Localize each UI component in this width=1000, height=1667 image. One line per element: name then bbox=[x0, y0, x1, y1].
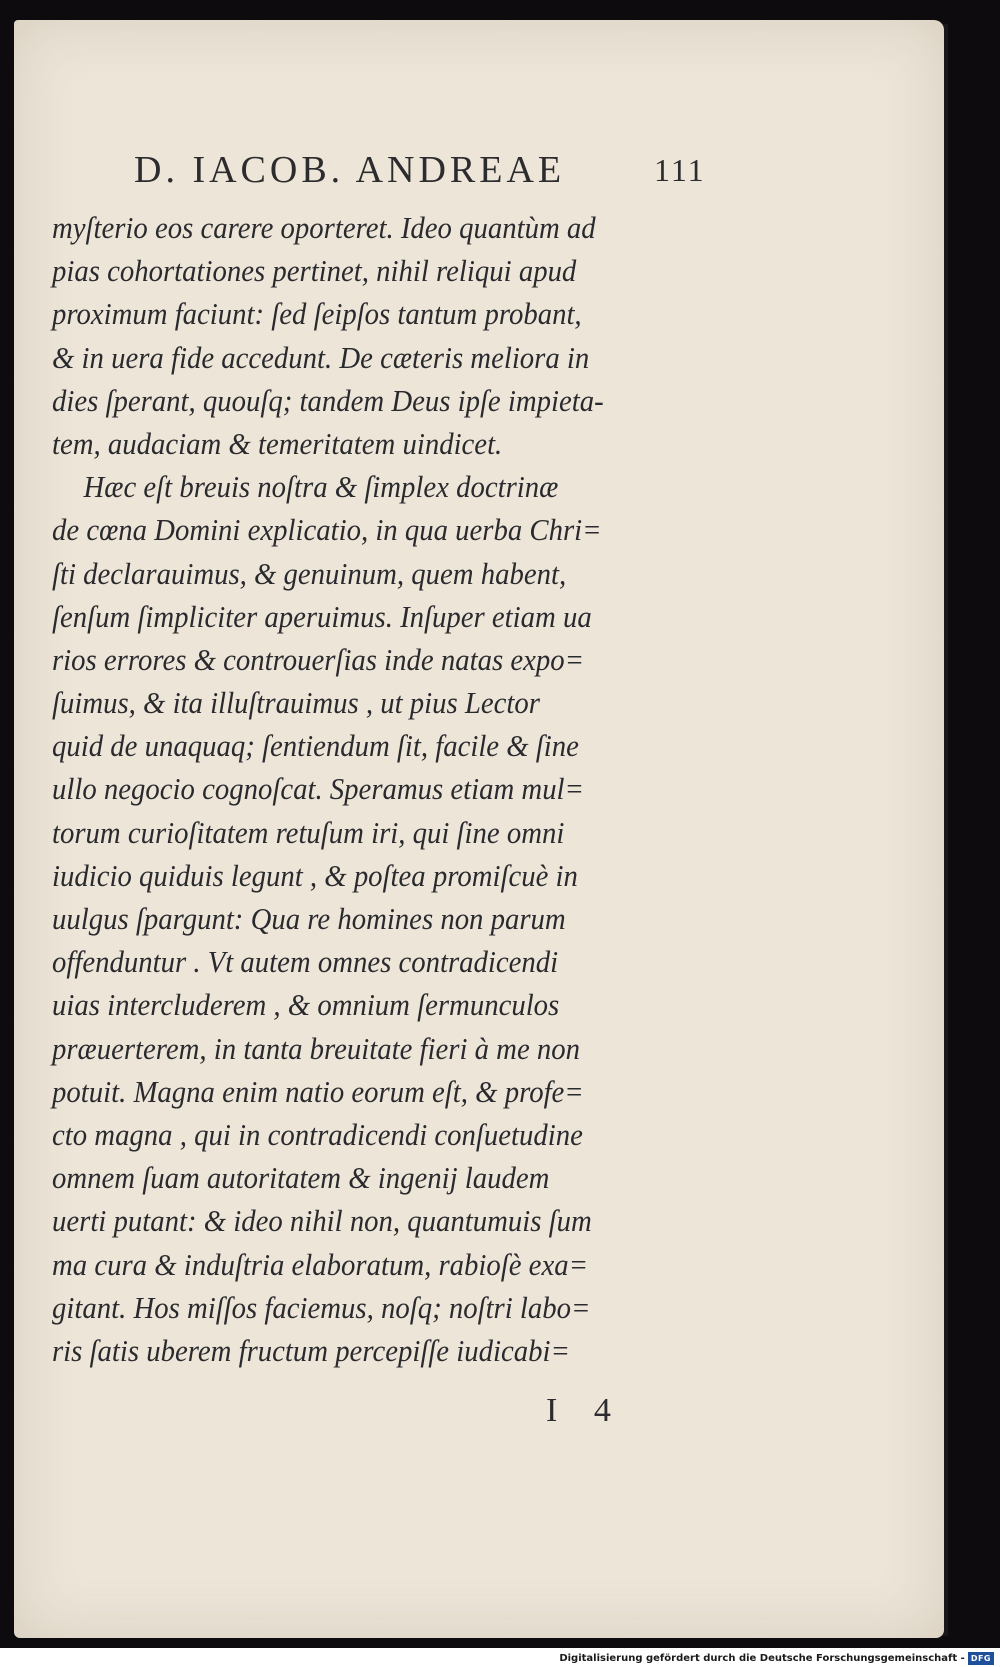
text-line: uerti putant: & ideo nihil non, quantumuis ſum bbox=[52, 1203, 592, 1239]
text-line: Hæc eſt breuis noſtra & ſimplex doctrinæ bbox=[83, 469, 559, 505]
text-body bbox=[52, 206, 712, 1372]
text-line: ſti declarauimus, & genuinum, quem habent, bbox=[52, 555, 567, 591]
text-line: proximum faciunt: ſed ſeipſos tantum probant, bbox=[52, 296, 582, 332]
text-line: omnem ſuam autoritatem & ingenij laudem bbox=[52, 1160, 550, 1196]
page-number: 111 bbox=[654, 152, 706, 188]
running-head: D. IACOB. ANDREAE bbox=[134, 149, 566, 191]
text-line: cto magna , qui in contradicendi conſuetudine bbox=[52, 1116, 583, 1152]
text-line: tem, audaciam & temeritatem uindicet. bbox=[52, 425, 503, 461]
text-line: ris ſatis uberem fructum percepiſſe iudicabi= bbox=[52, 1332, 570, 1368]
text-line: myſterio eos carere oporteret. Ideo quantùm ad bbox=[52, 210, 596, 245]
funding-credit: Digitalisierung gefördert durch die Deutsche Forschungsgemeinschaft - bbox=[559, 1653, 965, 1664]
text-line: ma cura & induſtria elaboratum, rabioſè exa= bbox=[52, 1246, 588, 1282]
text-line: offenduntur . Vt autem omnes contradicendi bbox=[52, 944, 559, 980]
text-line: iudicio quiduis legunt , & poſtea promiſcuè in bbox=[52, 857, 578, 893]
text-line: præuerterem, in tanta breuitate fieri à me non bbox=[52, 1030, 581, 1066]
signature-mark: I 4 bbox=[546, 1392, 625, 1429]
dfg-logo: DFG bbox=[968, 1652, 994, 1665]
text-line: gitant. Hos miſſos faciemus, noſq; noſtri labo= bbox=[52, 1289, 591, 1325]
text-line: & in uera fide accedunt. De cæteris meliora in bbox=[52, 339, 590, 375]
text-line: quid de unaquaq; ſentiendum ſit, facile & ſine bbox=[52, 728, 579, 764]
text-line: ſenſum ſimpliciter aperuimus. Inſuper etiam ua bbox=[52, 598, 592, 634]
footer bbox=[559, 1650, 994, 1667]
text-line: uulgus ſpargunt: Qua re homines non parum bbox=[52, 901, 566, 936]
text-line: dies ſperant, quouſq; tandem Deus ipſe impieta- bbox=[52, 382, 604, 418]
text-line: pias cohortationes pertinet, nihil reliqui apud bbox=[52, 253, 577, 289]
text-line: uias intercluderem , & omnium ſermunculos bbox=[52, 987, 560, 1023]
book-page bbox=[14, 20, 944, 1638]
text-line: ſuimus, & ita illuſtrauimus , ut pius Lector bbox=[52, 685, 540, 721]
text-line: rios errores & controuerſias inde natas expo= bbox=[52, 641, 584, 677]
text-line: ullo negocio cognoſcat. Speramus etiam mul= bbox=[52, 771, 584, 807]
text-line: potuit. Magna enim natio eorum eſt, & profe= bbox=[52, 1073, 584, 1109]
text-line: de cœna Domini explicatio, in qua uerba Chri= bbox=[52, 512, 602, 548]
text-line: torum curioſitatem retuſum iri, qui ſine omni bbox=[52, 814, 565, 850]
